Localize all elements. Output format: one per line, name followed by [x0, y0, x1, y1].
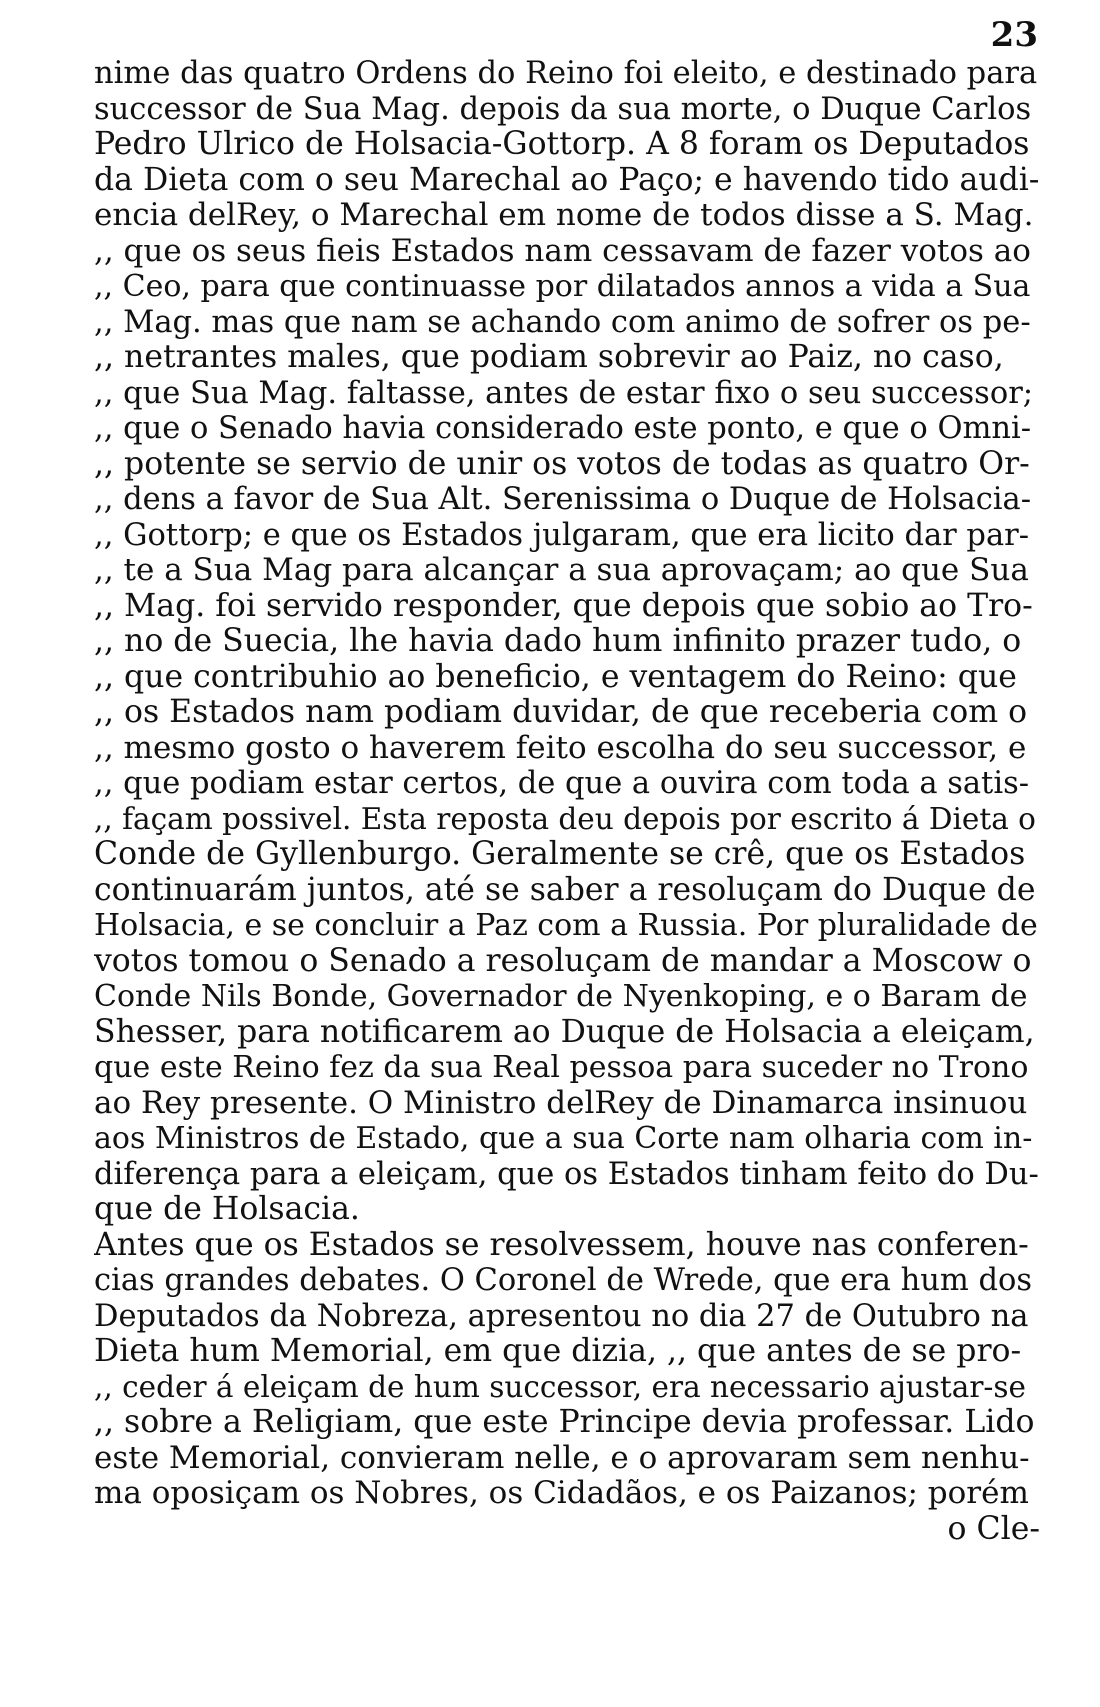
text-line: successor de Sua Mag. depois da sua morte, o Duque Carlos: [94, 91, 1032, 127]
text-line: ,, Mag. foi servido responder, que depois que sobio ao Tro-: [94, 588, 1033, 624]
text-line: continuarám juntos, até se saber a resoluçam do Duque de: [94, 872, 1036, 908]
text-line: ,, que os seus fieis Estados nam cessavam de fazer votos ao: [94, 233, 1031, 269]
text-line: cias grandes debates. O Coronel de Wrede, que era hum dos: [94, 1263, 1033, 1298]
text-line: Pedro Ulrico de Holsacia-Gottorp. A 8 foram os Deputados: [94, 127, 1030, 162]
text-line: que de Holsacia.: [94, 1192, 360, 1227]
text-line: ,, no de Suecia, lhe havia dado hum infinito prazer tudo, o: [94, 624, 1022, 659]
text-line: ma oposiçam os Nobres, os Cidadãos, e os Paizanos; porém: [94, 1476, 1029, 1511]
text-line: Deputados da Nobreza, apresentou no dia 27 de Outubro na: [94, 1298, 1029, 1334]
text-line: ,, Gottorp; e que os Estados julgaram, que era licito dar par-: [94, 517, 1030, 553]
text-line: ao Rey presente. O Ministro delRey de Dinamarca insinuou: [94, 1085, 1028, 1121]
text-line: encia delRey, o Marechal em nome de todos disse a S. Mag.: [94, 198, 1034, 233]
text-line: ,, façam possivel. Esta reposta deu depois por escrito á Dieta o: [94, 801, 1036, 836]
text-line: Dieta hum Memorial, em que dizia, ,, que antes de se pro-: [94, 1334, 1022, 1369]
text-line: ,, sobre a Religiam, que este Principe devia professar. Lido: [94, 1405, 1035, 1440]
text-line: ,, dens a favor de Sua Alt. Serenissima o Duque de Holsacia-: [94, 482, 1032, 517]
text-line: diferença para a eleiçam, que os Estados tinham feito do Du-: [94, 1156, 1039, 1192]
text-line: ,, ceder á eleiçam de hum successor, era necessario ajustar-se: [94, 1369, 1026, 1404]
text-line: ,, que Sua Mag. faltasse, antes de estar fixo o seu successor;: [94, 375, 1034, 411]
text-line: nime das quatro Ordens do Reino foi eleito, e destinado para: [94, 56, 1038, 91]
text-line: ,, Mag. mas que nam se achando com animo de sofrer os pe-: [94, 304, 1031, 340]
text-line: aos Ministros de Estado, que a sua Corte nam olharia com in-: [94, 1121, 1033, 1156]
text-line: o Cle-: [947, 1511, 1040, 1547]
text-line: Conde de Gyllenburgo. Geralmente se crê, que os Estados: [94, 837, 1026, 872]
text-line: ,, netrantes males, que podiam sobrevir ao Paiz, no caso,: [94, 340, 1004, 375]
text-line: Antes que os Estados se resolvessem, houve nas conferen-: [94, 1227, 1029, 1263]
text-line: ,, te a Sua Mag para alcançar a sua aprovaçam; ao que Sua: [94, 553, 1029, 588]
text-line: que este Reino fez da sua Real pessoa para suceder no Trono: [94, 1050, 1029, 1085]
text-line: Shesser, para notificarem ao Duque de Holsacia a eleiçam,: [94, 1014, 1035, 1050]
text-line: ,, que podiam estar certos, de que a ouvira com toda a satis-: [94, 766, 1030, 801]
text-line: ,, que contribuhio ao beneficio, e ventagem do Reino: que: [94, 659, 1017, 695]
text-line: ,, potente se servio de unir os votos de todas as quatro Or-: [94, 446, 1030, 482]
text-line: ,, os Estados nam podiam duvidar, de que receberia com o: [94, 695, 1028, 730]
text-line: ,, que o Senado havia considerado este ponto, e que o Omni-: [94, 411, 1032, 446]
text-line: ,, mesmo gosto o haverem feito escolha do seu successor, e: [94, 730, 1027, 766]
text-line: da Dieta com o seu Marechal ao Paço; e havendo tido audi-: [94, 162, 1040, 198]
text-line: ,, Ceo, para que continuasse por dilatados annos a vida a Sua: [94, 269, 1031, 304]
page-number: 23: [990, 15, 1038, 55]
text-line: votos tomou o Senado a resoluçam de mandar a Moscow o: [94, 943, 1032, 979]
text-line: este Memorial, convieram nelle, e o aprovaram sem nenhu-: [94, 1440, 1030, 1476]
text-line: Holsacia, e se concluir a Paz com a Russia. Por pluralidade de: [94, 908, 1038, 943]
text-line: Conde Nils Bonde, Governador de Nyenkoping, e o Baram de: [94, 979, 1028, 1014]
body-text: [94, 56, 1040, 1547]
